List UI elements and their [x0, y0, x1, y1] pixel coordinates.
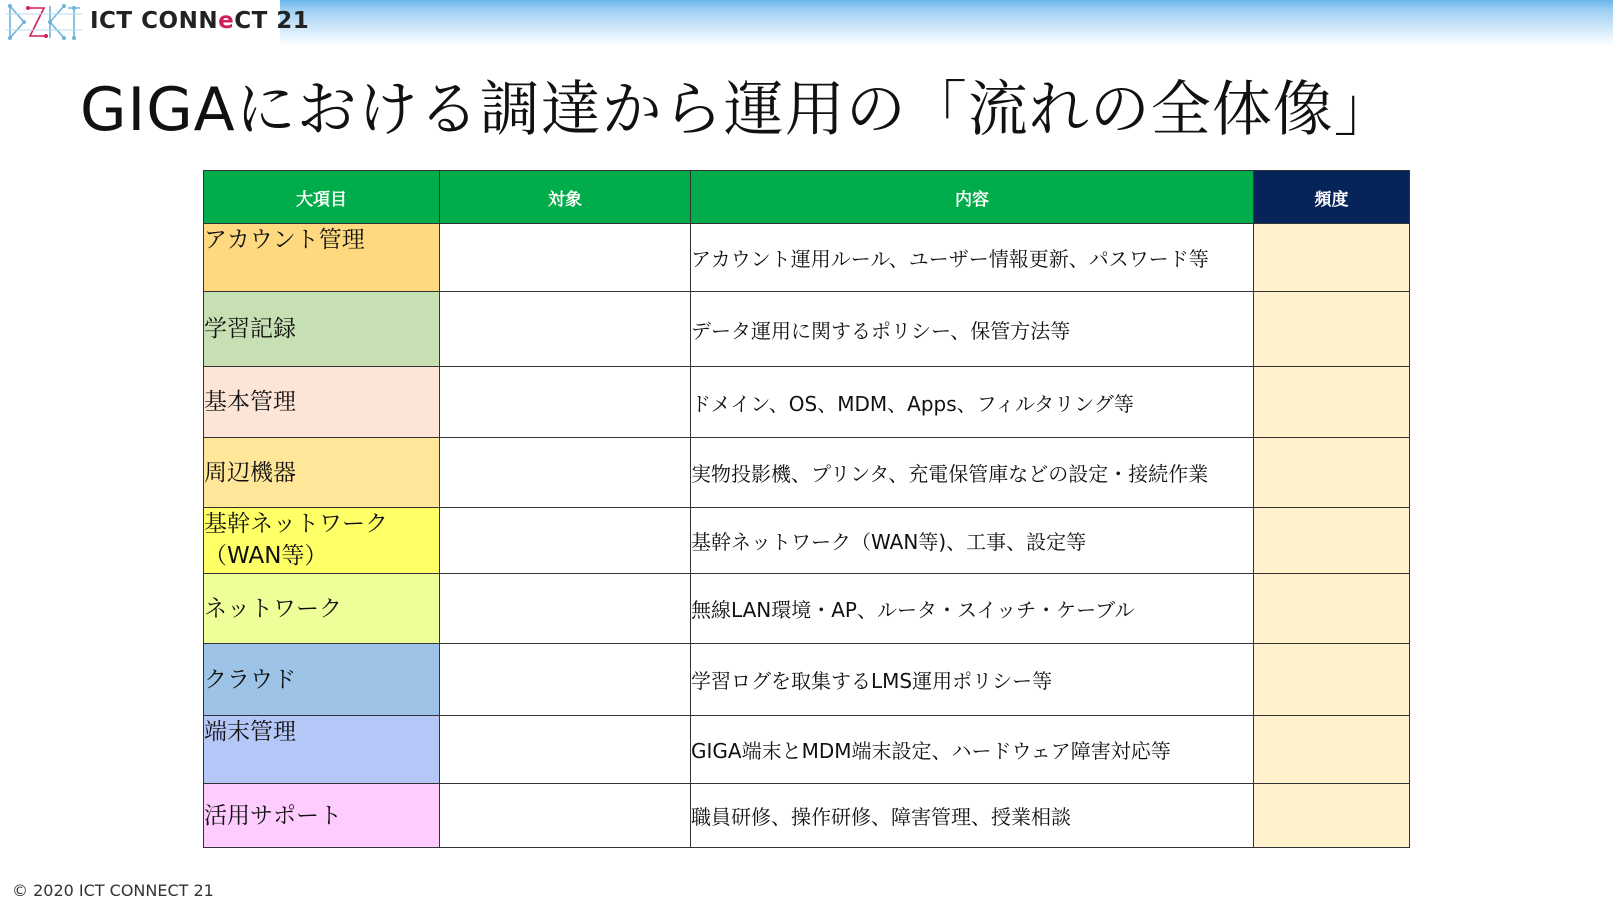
content-cell: 無線LAN環境・AP、ルータ・スイッチ・ケーブル: [691, 574, 1254, 644]
category-cell: [204, 508, 440, 574]
content-cell: データ運用に関するポリシー、保管方法等: [691, 292, 1254, 367]
header-frequency: 頻度: [1254, 171, 1410, 224]
target-cell: [440, 574, 691, 644]
table-row: [204, 292, 1410, 367]
category-line: 基幹ネットワーク: [204, 511, 388, 537]
frequency-cell: [1254, 644, 1410, 716]
content-cell: ドメイン、OS、MDM、Apps、フィルタリング等: [691, 367, 1254, 438]
frequency-cell: [1254, 438, 1410, 508]
frequency-cell: [1254, 367, 1410, 438]
logo-text-part: CT 21: [234, 8, 310, 34]
logo: [0, 0, 310, 46]
header-content: 内容: [691, 171, 1254, 224]
table-row: [204, 438, 1410, 508]
category-cell: 基本管理: [204, 367, 440, 438]
logo-text-mark: e: [218, 8, 235, 34]
target-cell: [440, 367, 691, 438]
target-cell: [440, 224, 691, 292]
target-cell: [440, 784, 691, 848]
table-row: [204, 367, 1410, 438]
category-cell: アカウント管理: [204, 224, 440, 292]
operations-table: [203, 170, 1410, 848]
slide-title: GIGAにおける調達から運用の「流れの全体像」: [80, 75, 1395, 145]
content-cell: 学習ログを取集するLMS運用ポリシー等: [691, 644, 1254, 716]
category-cell: ネットワーク: [204, 574, 440, 644]
category-cell: 学習記録: [204, 292, 440, 367]
content-cell: アカウント運用ルール、ユーザー情報更新、パスワード等: [691, 224, 1254, 292]
target-cell: [440, 716, 691, 784]
target-cell: [440, 292, 691, 367]
table-row: [204, 716, 1410, 784]
frequency-cell: [1254, 716, 1410, 784]
table-row: [204, 784, 1410, 848]
content-cell: 職員研修、操作研修、障害管理、授業相談: [691, 784, 1254, 848]
frequency-cell: [1254, 292, 1410, 367]
target-cell: [440, 508, 691, 574]
copyright-footer: © 2020 ICT CONNECT 21: [12, 881, 214, 900]
category-cell: クラウド: [204, 644, 440, 716]
logo-text: [90, 8, 309, 34]
table-header-row: [204, 171, 1410, 224]
category-line: （WAN等）: [204, 543, 328, 569]
frequency-cell: [1254, 574, 1410, 644]
frequency-cell: [1254, 508, 1410, 574]
target-cell: [440, 644, 691, 716]
category-cell: 周辺機器: [204, 438, 440, 508]
frequency-cell: [1254, 784, 1410, 848]
content-cell: 基幹ネットワーク（WAN等)、工事、設定等: [691, 508, 1254, 574]
target-cell: [440, 438, 691, 508]
logo-text-part: ICT CONN: [90, 8, 219, 34]
table-row: [204, 224, 1410, 292]
table-row: [204, 644, 1410, 716]
category-cell: 活用サポート: [204, 784, 440, 848]
logo-mark-icon: [4, 2, 84, 42]
table-row: [204, 508, 1410, 574]
header-target: 対象: [440, 171, 691, 224]
content-cell: GIGA端末とMDM端末設定、ハードウェア障害対応等: [691, 716, 1254, 784]
frequency-cell: [1254, 224, 1410, 292]
content-cell: 実物投影機、プリンタ、充電保管庫などの設定・接続作業: [691, 438, 1254, 508]
category-cell: 端末管理: [204, 716, 440, 784]
table-row: [204, 574, 1410, 644]
header-category: 大項目: [204, 171, 440, 224]
